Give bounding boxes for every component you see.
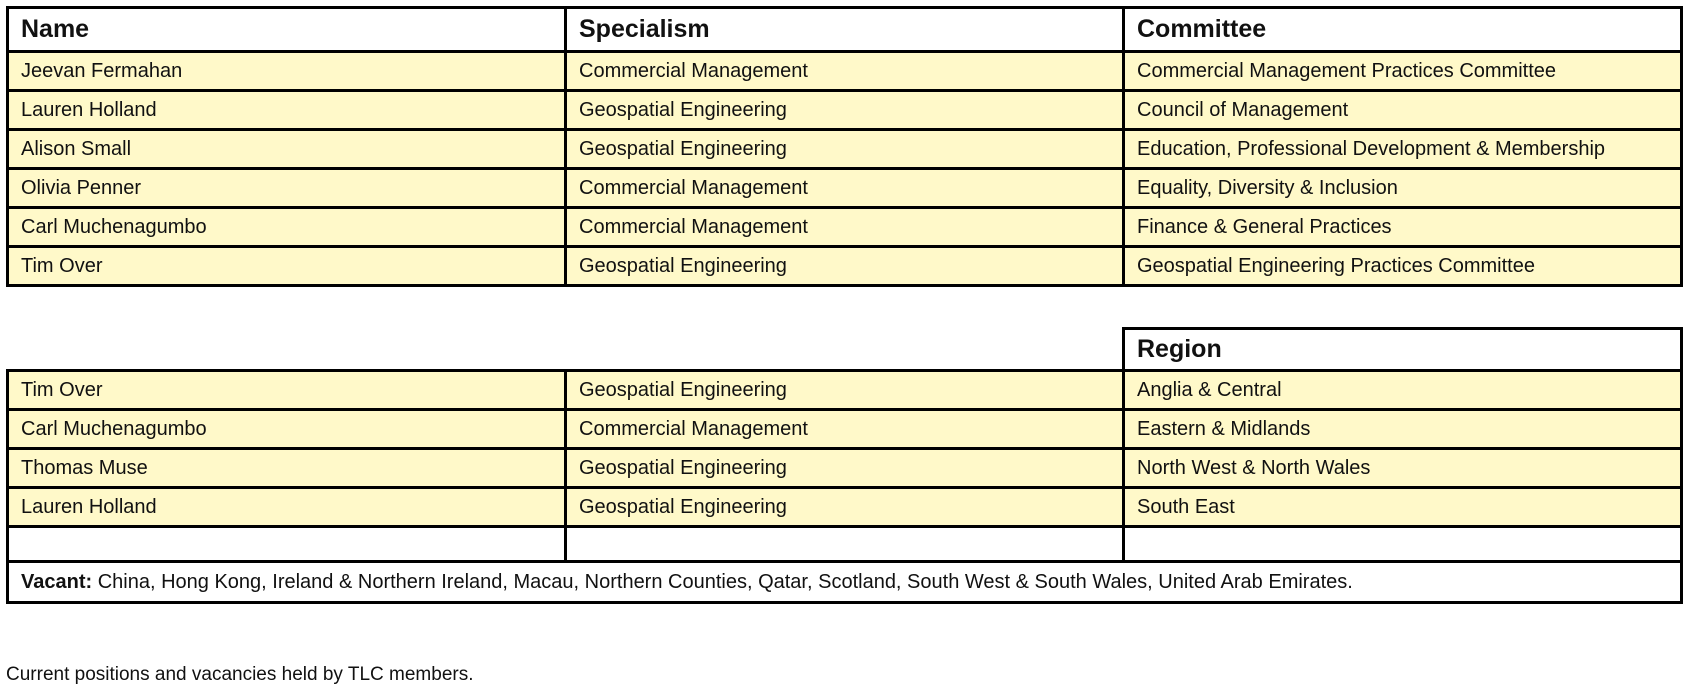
specialism-cell: Commercial Management: [566, 410, 1124, 449]
name-cell: Tim Over: [8, 371, 566, 410]
column-header-region: Region: [1124, 329, 1682, 371]
committee-cell: Council of Management: [1124, 91, 1682, 130]
committee-header-row: [8, 8, 1682, 52]
name-cell: Lauren Holland: [8, 488, 566, 527]
region-header-row: [8, 329, 1682, 371]
spacer-row: [8, 527, 1682, 562]
specialism-cell: Commercial Management: [566, 208, 1124, 247]
committee-cell: Finance & General Practices: [1124, 208, 1682, 247]
region-cell: South East: [1124, 488, 1682, 527]
name-cell: Olivia Penner: [8, 169, 566, 208]
committee-cell: Equality, Diversity & Inclusion: [1124, 169, 1682, 208]
spacer-cell: [8, 527, 566, 562]
specialism-cell: Geospatial Engineering: [566, 91, 1124, 130]
column-header-specialism: Specialism: [566, 8, 1124, 52]
table-row: [8, 208, 1682, 247]
specialism-cell: Commercial Management: [566, 52, 1124, 91]
spacer-cell: [1124, 527, 1682, 562]
specialism-cell: Geospatial Engineering: [566, 371, 1124, 410]
name-cell: Lauren Holland: [8, 91, 566, 130]
name-cell: Jeevan Fermahan: [8, 52, 566, 91]
specialism-cell: Geospatial Engineering: [566, 449, 1124, 488]
spacer-cell: [566, 527, 1124, 562]
vacant-list: China, Hong Kong, Ireland & Northern Ireland, Macau, Northern Counties, Qatar, Scotland, South West & South Wales, United Arab Emirates.: [92, 570, 1353, 593]
committee-cell: Commercial Management Practices Committee: [1124, 52, 1682, 91]
region-cell: Eastern & Midlands: [1124, 410, 1682, 449]
specialism-cell: Geospatial Engineering: [566, 247, 1124, 286]
table-row: [8, 169, 1682, 208]
positions-table-wrapper: [6, 6, 1680, 604]
table-caption: Current positions and vacancies held by TLC members.: [6, 664, 474, 685]
column-header-name: Name: [8, 8, 566, 52]
column-header-committee: Committee: [1124, 8, 1682, 52]
specialism-cell: Geospatial Engineering: [566, 488, 1124, 527]
vacant-cell: [8, 562, 1682, 603]
specialism-cell: Geospatial Engineering: [566, 130, 1124, 169]
name-cell: Carl Muchenagumbo: [8, 208, 566, 247]
table-row: [8, 410, 1682, 449]
positions-table: [6, 6, 1683, 287]
table-row: [8, 371, 1682, 410]
table-row: [8, 91, 1682, 130]
blank-header-cell: [566, 329, 1124, 371]
name-cell: Thomas Muse: [8, 449, 566, 488]
table-row: [8, 247, 1682, 286]
region-cell: Anglia & Central: [1124, 371, 1682, 410]
region-cell: North West & North Wales: [1124, 449, 1682, 488]
committee-cell: Education, Professional Development & Membership: [1124, 130, 1682, 169]
name-cell: Tim Over: [8, 247, 566, 286]
blank-header-cell: [8, 329, 566, 371]
table-row: [8, 130, 1682, 169]
vacant-label: Vacant:: [21, 570, 93, 593]
section-gap: [6, 287, 1680, 327]
table-row: [8, 488, 1682, 527]
committee-cell: Geospatial Engineering Practices Committee: [1124, 247, 1682, 286]
table-row: [8, 449, 1682, 488]
vacant-row: [8, 562, 1682, 603]
table-row: [8, 52, 1682, 91]
name-cell: Alison Small: [8, 130, 566, 169]
regions-table: [6, 327, 1683, 604]
name-cell: Carl Muchenagumbo: [8, 410, 566, 449]
specialism-cell: Commercial Management: [566, 169, 1124, 208]
